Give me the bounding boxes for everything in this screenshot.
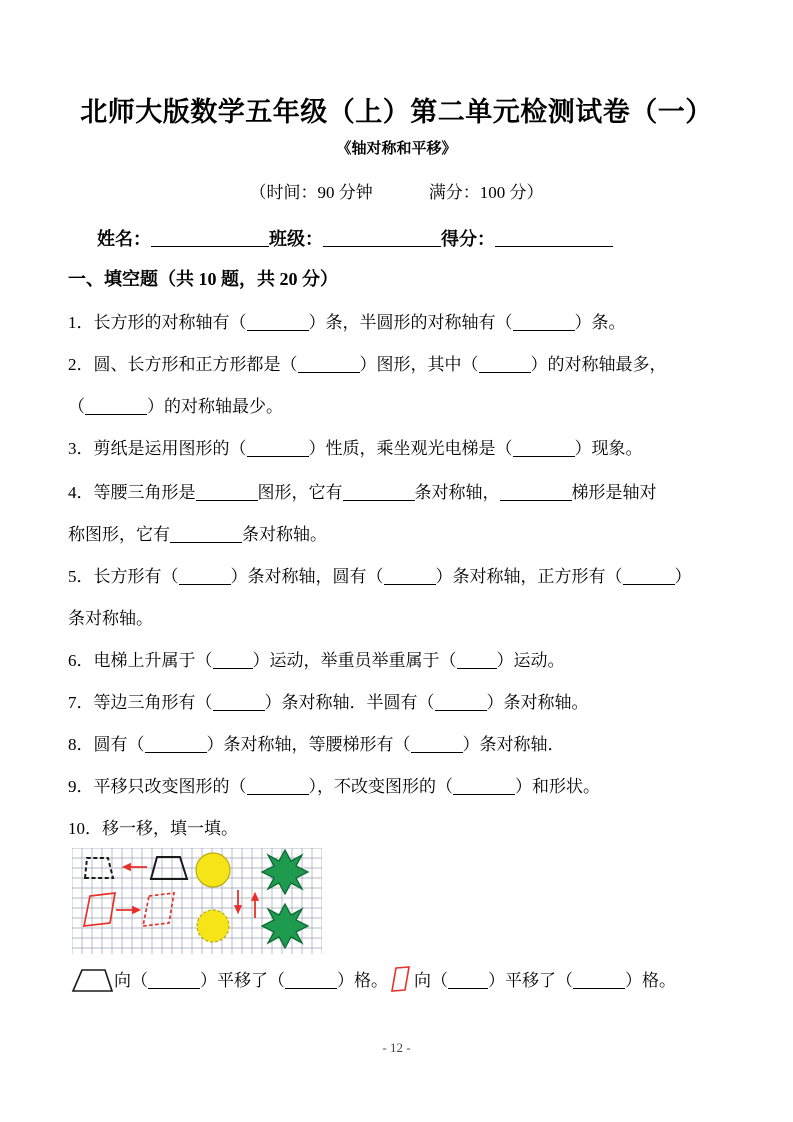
question-10-text-a: 移一移，填一填。 — [102, 819, 238, 838]
class-field[interactable] — [323, 229, 441, 247]
question-10 — [68, 814, 740, 844]
question-8 — [68, 730, 740, 760]
question-4-line-2 — [68, 520, 740, 550]
question-4 — [68, 478, 740, 508]
question-9-number: 9． — [68, 777, 94, 796]
question-2-blank-2[interactable] — [479, 357, 531, 373]
question-9-text-b: ），不改变图形的（ — [308, 777, 453, 796]
question-5-blank-3[interactable] — [623, 569, 675, 585]
question-4-text-e: 称图形，它有 — [68, 525, 170, 544]
answer-1-text-b: ）平移了（ — [200, 971, 285, 990]
question-9-text-a: 平移只改变图形的（ — [93, 777, 247, 796]
question-2-blank-1[interactable] — [298, 357, 360, 373]
question-3-text-b: ）性质，乘坐观光电梯是（ — [308, 439, 513, 458]
question-3-number: 3． — [68, 439, 94, 458]
question-6-blank-1[interactable] — [213, 653, 253, 669]
question-3 — [68, 434, 740, 464]
question-3-text-c: ）现象。 — [574, 439, 643, 458]
question-5-number: 5． — [68, 567, 94, 586]
question-10-number: 10． — [68, 819, 102, 838]
exam-total-score-label: 满分：100 分） — [428, 183, 544, 202]
question-5-line-2 — [68, 604, 740, 634]
question-9-blank-1[interactable] — [247, 779, 309, 795]
question-2-text-a: 圆、长方形和正方形都是（ — [93, 355, 298, 374]
page-subtitle: 《轴对称和平移》 — [336, 141, 457, 157]
question-6-text-b: ）运动，举重员举重属于（ — [252, 651, 457, 670]
question-2-text-e: ）的对称轴最少。 — [147, 397, 283, 416]
yellow-circle-bottom — [197, 910, 229, 942]
answer-2-text-b: ）平移了（ — [488, 971, 573, 990]
question-8-number: 8． — [68, 735, 94, 754]
question-7-number: 7． — [68, 693, 94, 712]
question-7 — [68, 688, 740, 718]
question-9 — [68, 772, 740, 802]
question-6-text-a: 电梯上升属于（ — [93, 651, 213, 670]
answer-1-text-a: 向（ — [114, 971, 148, 990]
answer-1-blank-direction[interactable] — [148, 973, 200, 989]
question-8-blank-2[interactable] — [411, 737, 463, 753]
question-2-text-c: ）的对称轴最多， — [530, 355, 667, 374]
page-number-footer: - 12 - — [382, 1040, 411, 1055]
trapezoid-shape-icon — [70, 967, 114, 1005]
question-2-line-2 — [68, 392, 740, 422]
question-5-text-e: 条对称轴。 — [68, 609, 153, 628]
question-2-number: 2． — [68, 355, 94, 374]
question-2-text-b: ）图形，其中（ — [359, 355, 479, 374]
score-field[interactable] — [495, 229, 613, 247]
question-4-text-a: 等腰三角形是 — [93, 483, 196, 502]
question-6-text-c: ）运动。 — [496, 651, 565, 670]
question-4-blank-1[interactable] — [196, 485, 258, 501]
question-1-text-b: ）条，半圆形的对称轴有（ — [308, 313, 513, 332]
question-1-blank-1[interactable] — [247, 315, 309, 331]
question-1-blank-2[interactable] — [513, 315, 575, 331]
question-4-text-f: 条对称轴。 — [242, 525, 327, 544]
translation-grid-figure — [72, 848, 322, 954]
question-4-text-c: 条对称轴， — [414, 483, 500, 502]
section-heading-fill-in-blank: 一、填空题（共 10 题，共 20 分） — [68, 269, 338, 289]
question-10-answer-line — [70, 964, 750, 1005]
question-8-text-a: 圆有（ — [93, 735, 145, 754]
question-5-blank-1[interactable] — [179, 569, 231, 585]
question-2-text-d: （ — [68, 397, 85, 416]
question-4-text-d: 梯形是轴对 — [571, 483, 657, 502]
green-star-bottom — [262, 904, 308, 948]
answer-1-text-c: ）格。 — [337, 971, 388, 990]
question-3-blank-1[interactable] — [247, 441, 309, 457]
question-4-blank-4[interactable] — [170, 527, 242, 543]
question-7-text-c: ）条对称轴。 — [486, 693, 589, 712]
question-3-blank-2[interactable] — [513, 441, 575, 457]
question-1 — [68, 308, 740, 338]
question-5-blank-2[interactable] — [384, 569, 436, 585]
question-2-blank-3[interactable] — [85, 399, 147, 415]
question-7-text-a: 等边三角形有（ — [93, 693, 213, 712]
question-6-number: 6． — [68, 651, 94, 670]
green-star-top — [262, 850, 308, 894]
exam-meta — [0, 183, 793, 203]
question-5-text-a: 长方形有（ — [93, 567, 179, 586]
question-3-text-a: 剪纸是运用图形的（ — [93, 439, 247, 458]
question-5-text-b: ）条对称轴，圆有（ — [230, 567, 384, 586]
question-7-blank-1[interactable] — [213, 695, 265, 711]
question-9-blank-2[interactable] — [453, 779, 515, 795]
answer-2-text-c: ）格。 — [625, 971, 676, 990]
name-field[interactable] — [151, 229, 269, 247]
name-label: 姓名： — [97, 229, 151, 249]
question-7-text-b: ）条对称轴．半圆有（ — [264, 693, 435, 712]
page-title: 北师大版数学五年级（上）第二单元检测试卷（一） — [80, 97, 713, 127]
answer-2-text-a: 向（ — [414, 971, 448, 990]
student-info-line — [97, 228, 707, 251]
answer-1-blank-cells[interactable] — [285, 973, 337, 989]
yellow-circle-top — [196, 853, 230, 887]
class-label: 班级： — [269, 229, 323, 249]
question-2 — [68, 350, 740, 380]
answer-2-blank-cells[interactable] — [573, 973, 625, 989]
question-8-text-c: ）条对称轴． — [462, 735, 565, 754]
question-1-text-c: ）条。 — [574, 313, 626, 332]
question-9-text-c: ）和形状。 — [515, 777, 600, 796]
score-label: 得分： — [441, 229, 495, 249]
question-8-text-b: ）条对称轴，等腰梯形有（ — [206, 735, 411, 754]
question-6-blank-2[interactable] — [457, 653, 497, 669]
question-5 — [68, 562, 740, 592]
question-4-blank-2[interactable] — [343, 485, 415, 501]
parallelogram-shape-icon — [388, 965, 414, 1005]
question-4-text-b: 图形，它有 — [257, 483, 343, 502]
question-5-text-d: ） — [674, 567, 692, 586]
exam-time-label: （时间：90 分钟 — [249, 183, 373, 202]
question-1-text-a: 长方形的对称轴有（ — [93, 313, 247, 332]
question-4-number: 4． — [68, 483, 94, 502]
question-4-blank-3[interactable] — [500, 485, 572, 501]
question-7-blank-2[interactable] — [435, 695, 487, 711]
question-1-number: 1． — [68, 313, 94, 332]
question-8-blank-1[interactable] — [145, 737, 207, 753]
question-5-text-c: ）条对称轴，正方形有（ — [435, 567, 623, 586]
answer-2-blank-direction[interactable] — [448, 973, 488, 989]
question-6 — [68, 646, 740, 676]
